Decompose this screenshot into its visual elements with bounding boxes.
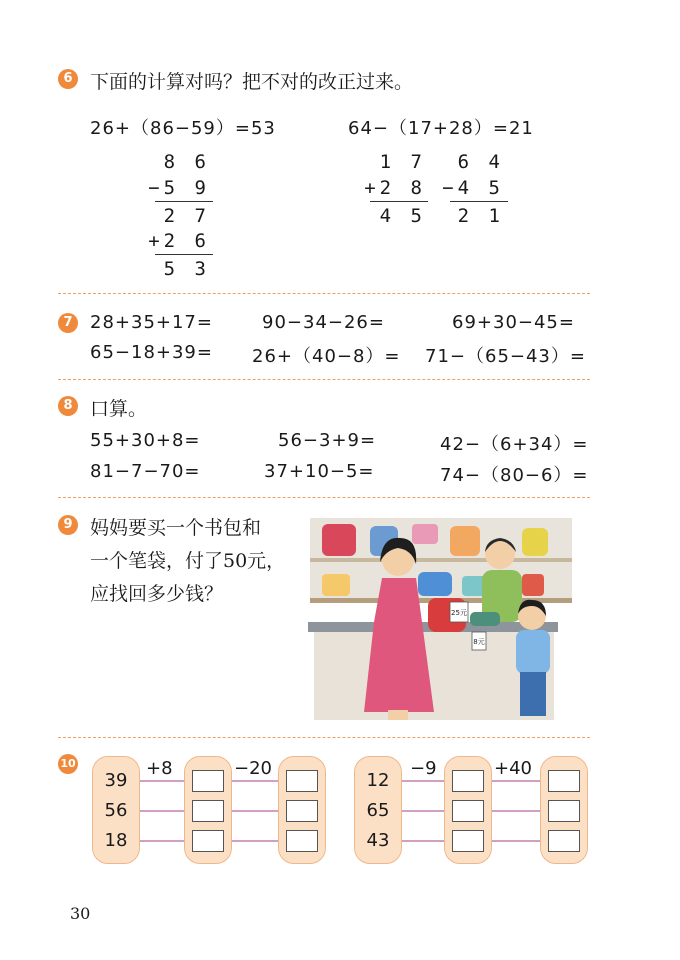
question-number-badge: 8: [58, 396, 78, 416]
question-number-badge: 7: [58, 313, 78, 333]
operation-label: −9: [410, 758, 437, 779]
vertical-calc-row: 8 6: [163, 151, 210, 173]
answer-box[interactable]: [192, 800, 224, 822]
answer-box[interactable]: [452, 800, 484, 822]
expression: 37+10−5=: [264, 461, 375, 482]
answer-box[interactable]: [548, 830, 580, 852]
expression: 26+（40−8）=: [252, 346, 401, 367]
vertical-calc-row: 5 3: [163, 258, 210, 280]
vertical-calc-row: 4 5: [379, 205, 426, 227]
expression: 90−34−26=: [262, 312, 385, 333]
expression: 64−（17+28）=21: [348, 118, 534, 139]
expression: 81−7−70=: [90, 461, 201, 482]
question-number-badge: 10: [58, 754, 78, 774]
expression: 65−18+39=: [90, 342, 213, 363]
answer-box[interactable]: [548, 770, 580, 792]
expression: 71−（65−43）=: [425, 346, 586, 367]
expression: 69+30−45=: [452, 312, 575, 333]
input-number: 12: [366, 770, 390, 791]
vertical-calc-row: −4 5: [442, 177, 504, 199]
expression: 55+30+8=: [90, 430, 201, 451]
word-problem-line: 妈妈要买一个书包和: [90, 517, 262, 539]
input-number: 65: [366, 800, 390, 821]
expression: 42−（6+34）=: [440, 434, 589, 455]
input-number: 18: [104, 830, 128, 851]
vertical-calc-row: +2 6: [148, 230, 210, 252]
answer-box[interactable]: [452, 830, 484, 852]
question-instruction: 口算。: [90, 398, 148, 420]
expression: 26+（86−59）=53: [90, 118, 276, 139]
input-number: 43: [366, 830, 390, 851]
word-problem-line: 一个笔袋，付了50元，: [90, 550, 286, 572]
answer-box[interactable]: [192, 770, 224, 792]
vertical-calc-row: −5 9: [148, 177, 210, 199]
operation-label: −20: [234, 758, 272, 779]
question-instruction: 下面的计算对吗？把不对的改正过来。: [90, 71, 414, 93]
vertical-calc-row: 1 7: [379, 151, 426, 173]
page-number: 30: [70, 904, 91, 923]
input-number: 56: [104, 800, 128, 821]
answer-box[interactable]: [548, 800, 580, 822]
vertical-calc-row: 2 7: [163, 205, 210, 227]
question-number-badge: 9: [58, 515, 78, 535]
vertical-calc-row: +2 8: [364, 177, 426, 199]
price-tag-label: 25元: [451, 609, 467, 617]
expression: 74−（80−6）=: [440, 465, 589, 486]
answer-box[interactable]: [286, 770, 318, 792]
vertical-calc-row: 6 4: [457, 151, 504, 173]
input-number: 39: [104, 770, 128, 791]
operation-label: +8: [146, 758, 173, 779]
answer-box[interactable]: [286, 800, 318, 822]
question-number-badge: 6: [58, 69, 78, 89]
answer-box[interactable]: [452, 770, 484, 792]
vertical-calc-row: 2 1: [457, 205, 504, 227]
price-tag-label: 8元: [473, 638, 485, 646]
expression: 28+35+17=: [90, 312, 213, 333]
operation-label: +40: [494, 758, 532, 779]
expression: 56−3+9=: [278, 430, 377, 451]
answer-box[interactable]: [192, 830, 224, 852]
answer-box[interactable]: [286, 830, 318, 852]
word-problem-line: 应找回多少钱？: [90, 583, 224, 605]
